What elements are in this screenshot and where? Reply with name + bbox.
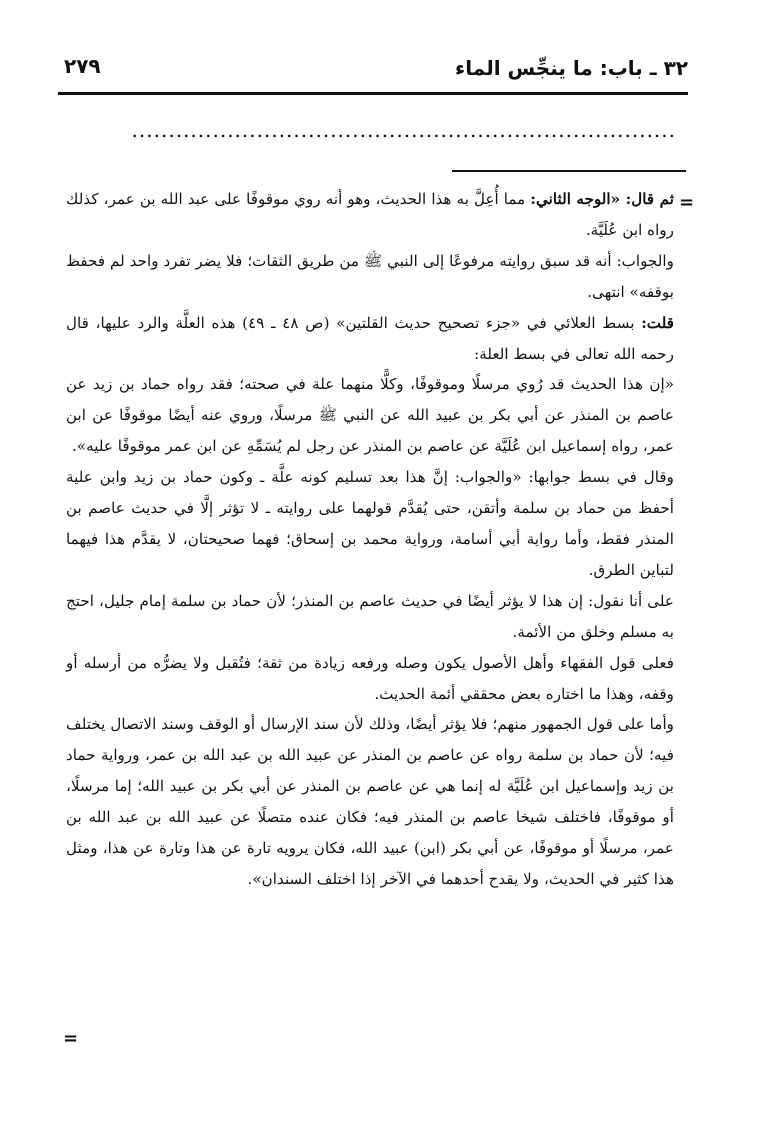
- paragraph: [66, 586, 674, 648]
- paragraph: [66, 462, 674, 586]
- paragraph: [66, 184, 674, 246]
- paragraph: [66, 246, 674, 308]
- chapter-title: ٣٢ ـ باب: ما ينجِّس الماء: [455, 56, 688, 80]
- header-rule: [58, 92, 688, 95]
- main-text: [66, 184, 674, 895]
- paragraph: [66, 648, 674, 710]
- paragraph: [66, 709, 674, 894]
- paragraph-text: والجواب: أنه قد سبق روايته مرفوعًا إلى النبي ﷺ من طريق الثقات؛ فلا يضر تفرد واحد لم فحفظ بوقفه» انتهى.: [66, 251, 674, 301]
- continuation-mark-bottom: =: [63, 1028, 79, 1049]
- paragraph-text: على أنا نقول: إن هذا لا يؤثر أيضًا في حديث عاصم بن المنذر؛ لأن حماد بن سلمة إمام جليل، احتج به مسلم وخلق من الأئمة.: [66, 591, 674, 641]
- paragraph: [66, 369, 674, 462]
- paragraph-lead: ثم قال: «الوجه الثاني:: [530, 190, 674, 208]
- paragraph-text: مما أُعِلَّ به هذا الحديث، وهو أنه روي موقوفًا على عبد الله بن عمر، كذلك رواه ابن عُلَيَّة.: [66, 190, 674, 239]
- paragraph: [66, 308, 674, 370]
- paragraph-text: «إن هذا الحديث قد رُوي مرسلًا وموقوفًا، وكلًّا منهما علة في صحته؛ فقد رواه حماد بن زيد عن عاصم بن المنذر عن أبي بكر بن عبيد الله عن النبي ﷺ مرسلًا، وروي عنه أيضًا موقوفًا عن ابن عمر، رواه إسماعيل ابن عُلَيَّة عن عاصم بن المنذر عن رجل لم يُسَمِّهِ عن ابن عمر موقوفًا عليه».: [66, 375, 674, 456]
- paragraph-lead: قلت:: [641, 313, 674, 332]
- paragraph-text: بسط العلائي في «جزء تصحيح حديث القلتين» (ص ٤٨ ـ ٤٩) هذه العلَّة والرد عليها، قال رحمه الله تعالى في بسط العلة:: [66, 313, 674, 363]
- continuation-mark-top: =: [679, 192, 695, 213]
- running-header: [58, 52, 688, 92]
- paragraph-text: وقال في بسط جوابها: «والجواب: إنَّ هذا بعد تسليم كونه علَّة ـ وكون حماد بن زيد وابن علية أحفظ من حماد بن سلمة وأتقن، حتى يُقدَّم قولهما على روايته ـ لا تؤثر إلَّا في حديث عاصم بن المنذر فقط، وأما رواية أبي أسامة، ورواية محمد بن إسحاق؛ فهما صحيحتان، لا يقدَّم هذا فيهما لتباين الطرق.: [66, 468, 674, 579]
- dotted-separator: ..........................................................................: [131, 118, 676, 142]
- paragraph-text: وأما على قول الجمهور منهم؛ فلا يؤثر أيضًا، وذلك لأن سند الإرسال أو الوقف وسند الاتصال يختلف فيه؛ لأن حماد بن سلمة رواه عن عاصم بن المنذر عن عبيد الله بن عبد الله بن عمر، ورواية حماد بن زيد وإسماعيل ابن عُلَيَّة له إنما هي عن عاصم بن المنذر عن أبي بكر بن عبيد الله؛ إما مرسلًا، أو موقوفًا، فاختلف شيخا عاصم بن المنذر فيه؛ فكان عنده متصلًا عن عبيد الله بن عبد الله بن عمر، مرسلًا أو موقوفًا، عن أبي بكر (ابن) عبيد الله، فكان يرويه تارة عن هذا وتارة عن هذا، ومثل هذا كثير في الحديث، ولا يقدح أحدهما في الآخر إذا اختلف السندان».: [66, 715, 674, 888]
- footnote-rule: [452, 170, 686, 172]
- page-number: ٢٧٩: [64, 54, 101, 78]
- paragraph-text: فعلى قول الفقهاء وأهل الأصول يكون وصله ورفعه زيادة من ثقة؛ فتُقبل ولا يضرُّه من أرسله أو وقفه، وهذا ما اختاره بعض محققي أئمة الحديث.: [66, 653, 674, 703]
